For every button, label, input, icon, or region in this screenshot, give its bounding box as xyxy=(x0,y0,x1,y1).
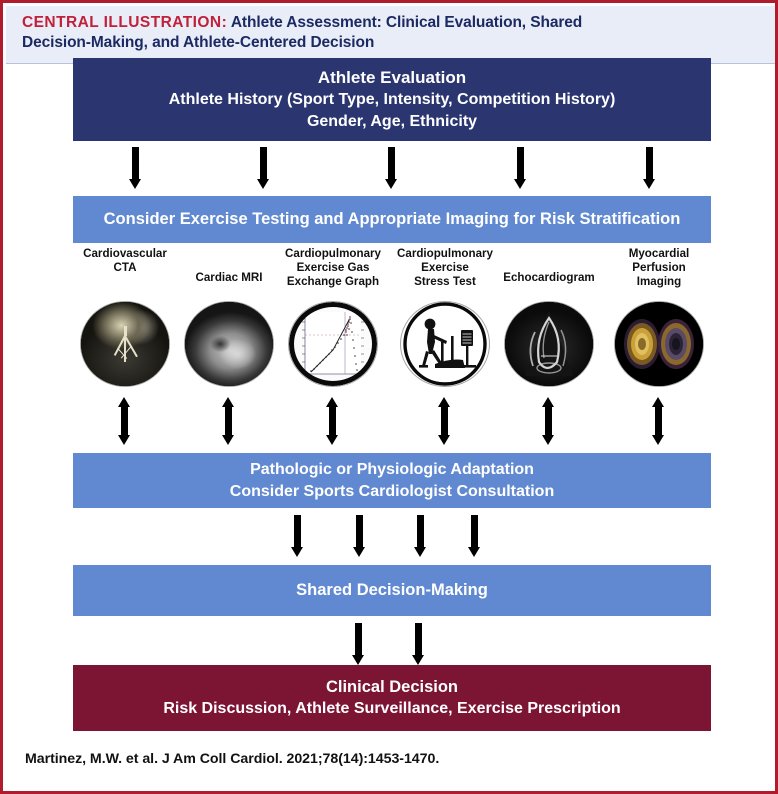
header-title-line-2: Decision-Making, and Athlete-Centered Decision xyxy=(22,34,375,52)
modality-label-cpet-gas-exchange: Cardiopulmonary Exercise Gas Exchange Graph xyxy=(285,247,381,288)
modality-cpet-gas-exchange xyxy=(273,247,393,289)
perfusion-bullseye-svg xyxy=(615,302,703,386)
myocardial-perfusion-image xyxy=(615,302,703,386)
consider-exercise-testing-box xyxy=(73,196,711,243)
cardiovascular-cta-image xyxy=(81,302,169,386)
athlete-evaluation-box xyxy=(73,58,711,141)
pathologic-adaptation-box xyxy=(73,453,711,508)
athlete-evaluation-history: Athlete History (Sport Type, Intensity, Competition History) xyxy=(168,91,616,109)
athlete-evaluation-demographics: Gender, Age, Ethnicity xyxy=(306,112,478,130)
shared-decision-making-box xyxy=(73,565,711,616)
arrow-bidirectional-5 xyxy=(542,397,555,445)
exercise-stress-test-image xyxy=(401,302,489,386)
clinical-decision-title: Clinical Decision xyxy=(325,678,459,697)
modality-label-exercise-stress-test: Cardiopulmonary Exercise Stress Test xyxy=(397,247,493,288)
pathologic-adaptation-line-2: Consider Sports Cardiologist Consultation xyxy=(229,482,555,500)
modality-label-cardiovascular-cta: Cardiovascular CTA xyxy=(83,247,167,274)
arrow-bidirectional-1 xyxy=(118,397,131,445)
figure-header xyxy=(6,6,778,64)
modality-label-myocardial-perfusion: Myocardial Perfusion Imaging xyxy=(628,247,690,288)
arrow-down-4 xyxy=(514,147,527,189)
arrow-down-5 xyxy=(643,147,656,189)
echocardiogram-image xyxy=(505,302,593,386)
arrow-bidirectional-6 xyxy=(652,397,665,445)
cpet-gas-exchange-graph-image xyxy=(289,302,377,386)
modality-echocardiogram xyxy=(489,247,609,285)
arrow-down-11 xyxy=(412,623,425,665)
arrow-down-6 xyxy=(291,515,304,557)
arrow-down-10 xyxy=(352,623,365,665)
arrow-down-8 xyxy=(414,515,427,557)
arrow-down-3 xyxy=(385,147,398,189)
clinical-decision-detail: Risk Discussion, Athlete Surveillance, Exercise Prescription xyxy=(163,700,621,718)
arrow-down-7 xyxy=(353,515,366,557)
athlete-evaluation-title: Athlete Evaluation xyxy=(317,67,467,87)
shared-decision-making-text: Shared Decision-Making xyxy=(296,581,488,600)
consider-exercise-testing-text: Consider Exercise Testing and Appropriate Imaging for Risk Stratification xyxy=(103,210,681,229)
treadmill-silhouette-svg xyxy=(401,302,489,386)
clinical-decision-box xyxy=(73,665,711,731)
modality-exercise-stress-test xyxy=(385,247,505,289)
arrow-down-2 xyxy=(257,147,270,189)
citation-text: Martinez, M.W. et al. J Am Coll Cardiol. 2021;78(14):1453-1470. xyxy=(25,751,440,767)
pathologic-adaptation-line-1: Pathologic or Physiologic Adaptation xyxy=(250,461,534,479)
modality-label-echocardiogram: Echocardiogram xyxy=(503,271,595,284)
arrow-bidirectional-4 xyxy=(438,397,451,445)
header-title-part-1: Athlete Assessment: Clinical Evaluation, Shared xyxy=(227,14,583,31)
modality-cardiac-mri xyxy=(169,247,289,285)
arrow-bidirectional-2 xyxy=(222,397,235,445)
echo-chambers-svg xyxy=(505,302,593,386)
cardiac-mri-image xyxy=(185,302,273,386)
modality-label-cardiac-mri: Cardiac MRI xyxy=(195,271,263,284)
modality-myocardial-perfusion xyxy=(599,247,719,289)
central-illustration-tag: CENTRAL ILLUSTRATION: xyxy=(22,14,228,31)
modality-cardiovascular-cta xyxy=(65,247,185,275)
arrow-down-9 xyxy=(468,515,481,557)
arrow-bidirectional-3 xyxy=(326,397,339,445)
header-title-line-1 xyxy=(22,13,766,33)
arrow-down-1 xyxy=(129,147,142,189)
